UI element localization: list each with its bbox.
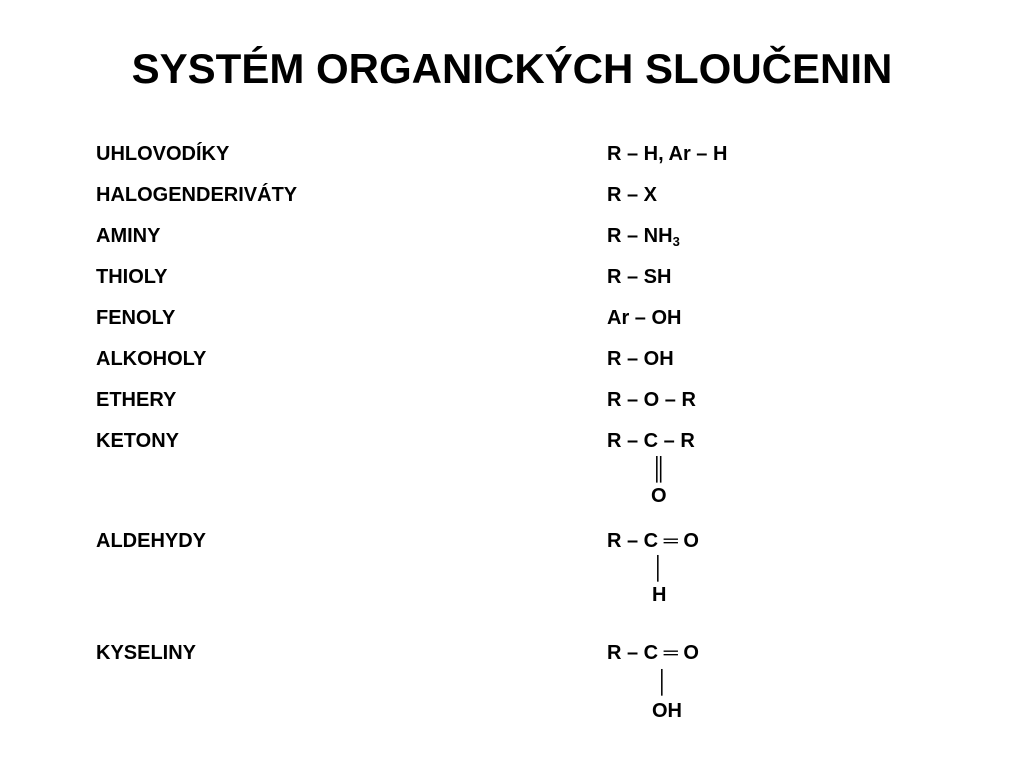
compound-class-name: KYSELINY: [96, 642, 197, 664]
formula-substituent: O: [651, 485, 667, 507]
compound-class-name: ALDEHYDY: [96, 530, 207, 552]
single-bond-symbol: │: [652, 555, 666, 580]
general-formula: R – C ═ O: [607, 530, 699, 552]
compound-class-name: FENOLY: [96, 307, 176, 329]
general-formula: R – C – R: [607, 430, 695, 452]
general-formula: R – X: [607, 184, 658, 206]
list-item: [0, 529, 1024, 553]
list-item: [0, 347, 1024, 371]
double-bond-symbol: ║: [651, 456, 667, 481]
compound-class-name: HALOGENDERIVÁTY: [96, 184, 298, 206]
list-item: [0, 429, 1024, 453]
list-item: [0, 306, 1024, 330]
list-item: [0, 142, 1024, 166]
general-formula: R – O – R: [607, 389, 696, 411]
general-formula: R – H, Ar – H: [607, 143, 728, 165]
general-formula: Ar – OH: [607, 307, 682, 329]
list-item: [0, 183, 1024, 207]
compound-class-name: ALKOHOLY: [96, 348, 207, 370]
general-formula: R – OH: [607, 348, 674, 370]
formula-substituent: H: [652, 584, 667, 606]
page-title: SYSTÉM ORGANICKÝCH SLOUČENIN: [131, 45, 893, 92]
list-item: [0, 388, 1024, 412]
general-formula: R – NH: [607, 225, 673, 247]
compound-class-name: UHLOVODÍKY: [96, 143, 230, 165]
compound-class-name: ETHERY: [96, 389, 177, 411]
list-item: [0, 641, 1024, 665]
list-item: [0, 265, 1024, 289]
general-formula-wrapper: [607, 224, 680, 248]
single-bond-symbol: │: [656, 669, 670, 694]
compound-class-name: KETONY: [96, 430, 179, 452]
compound-class-name: THIOLY: [96, 266, 168, 288]
general-formula: R – SH: [607, 266, 672, 288]
formula-substituent: OH: [652, 700, 682, 722]
general-formula: R – C ═ O: [607, 642, 699, 664]
list-item: [0, 224, 1024, 248]
compound-class-name: AMINY: [96, 225, 161, 247]
formula-subscript: 3: [672, 234, 680, 249]
